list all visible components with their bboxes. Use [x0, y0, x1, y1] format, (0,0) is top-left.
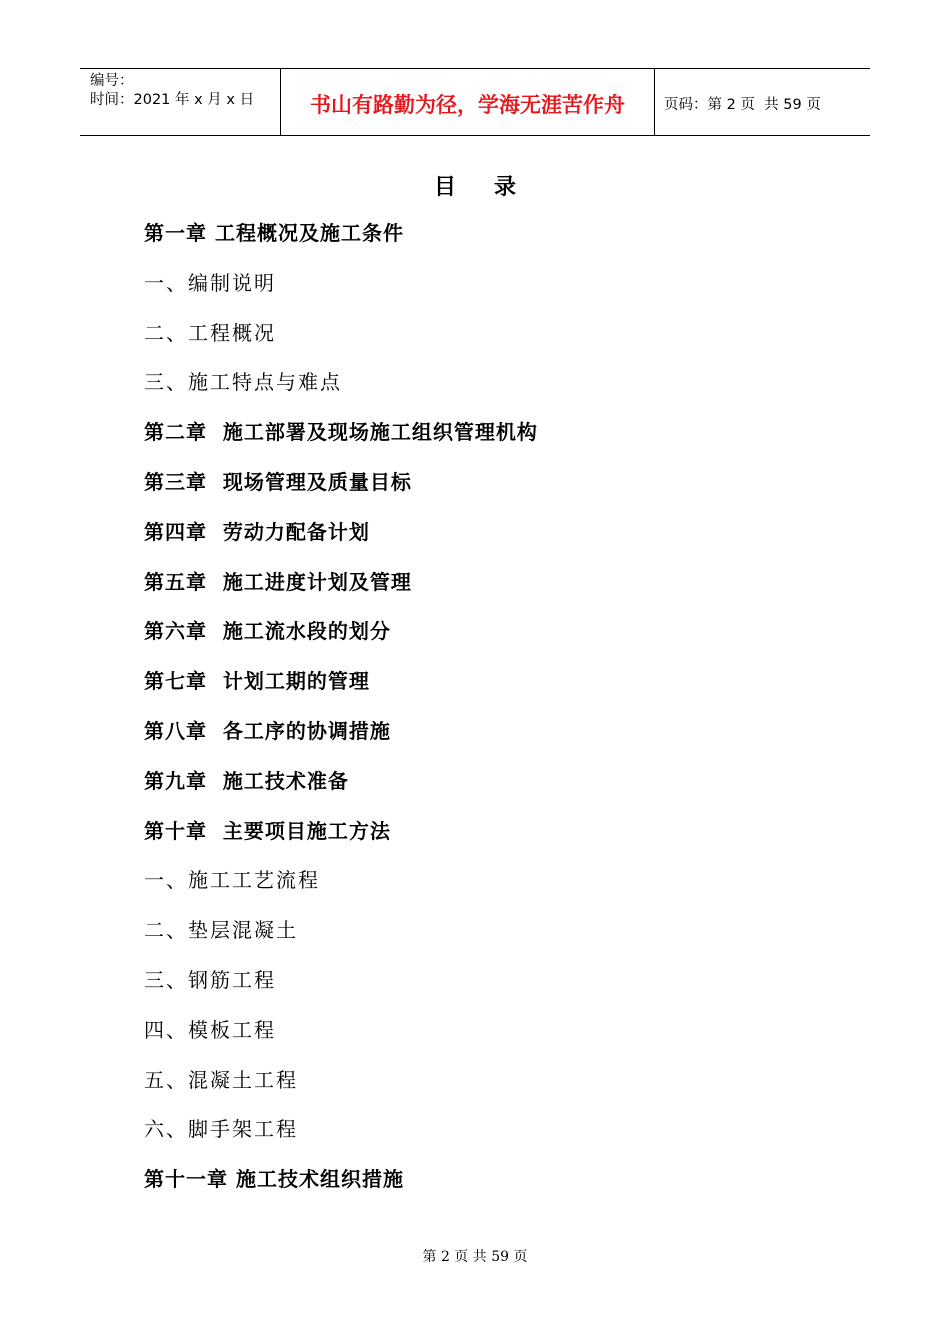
header-page-info [655, 69, 870, 135]
toc-section-entry[interactable]: 三、钢筋工程 [144, 967, 276, 992]
page-header [80, 68, 870, 136]
toc-section-entry[interactable]: 三、施工特点与难点 [144, 370, 342, 395]
toc-section-entry[interactable]: 六、脚手架工程 [144, 1117, 298, 1142]
toc-list [144, 218, 538, 1214]
toc-chapter-entry[interactable]: 第十一章 施工技术组织措施 [144, 1167, 404, 1192]
toc-section-entry[interactable]: 二、垫层混凝土 [144, 918, 298, 943]
toc-section-entry[interactable]: 五、混凝土工程 [144, 1067, 298, 1092]
document-number-label: 编号： [90, 73, 134, 89]
toc-chapter-entry[interactable]: 第三章 现场管理及质量目标 [144, 469, 412, 494]
document-date-label: 时间：2021 年 x 月 x 日 [90, 92, 255, 108]
toc-chapter-entry[interactable]: 第五章 施工进度计划及管理 [144, 569, 412, 594]
toc-chapter-entry[interactable]: 第二章 施工部署及现场施工组织管理机构 [144, 420, 538, 445]
page-footer: 第 2 页 共 59 页 [422, 1249, 528, 1265]
toc-title: 目录 [433, 174, 554, 200]
toc-section-entry[interactable]: 一、编制说明 [144, 270, 276, 295]
header-page-label: 页码：第 2 页 共 59 页 [664, 96, 821, 113]
toc-chapter-entry[interactable]: 第十章 主要项目施工方法 [144, 818, 391, 843]
toc-chapter-entry[interactable]: 第八章 各工序的协调措施 [144, 718, 391, 743]
toc-chapter-entry[interactable]: 第一章 工程概况及施工条件 [144, 221, 404, 245]
toc-chapter-entry[interactable]: 第六章 施工流水段的划分 [144, 619, 391, 644]
toc-section-entry[interactable]: 二、工程概况 [144, 320, 276, 345]
header-motto: 书山有路勤为径，学海无涯苦作舟 [281, 69, 655, 135]
toc-chapter-entry[interactable]: 第四章 劳动力配备计划 [144, 519, 370, 544]
toc-section-entry[interactable]: 四、模板工程 [144, 1017, 276, 1042]
header-meta [80, 69, 281, 135]
toc-chapter-entry[interactable]: 第七章 计划工期的管理 [144, 669, 370, 694]
toc-chapter-entry[interactable]: 第九章 施工技术准备 [144, 768, 349, 793]
toc-section-entry[interactable]: 一、施工工艺流程 [144, 868, 320, 893]
